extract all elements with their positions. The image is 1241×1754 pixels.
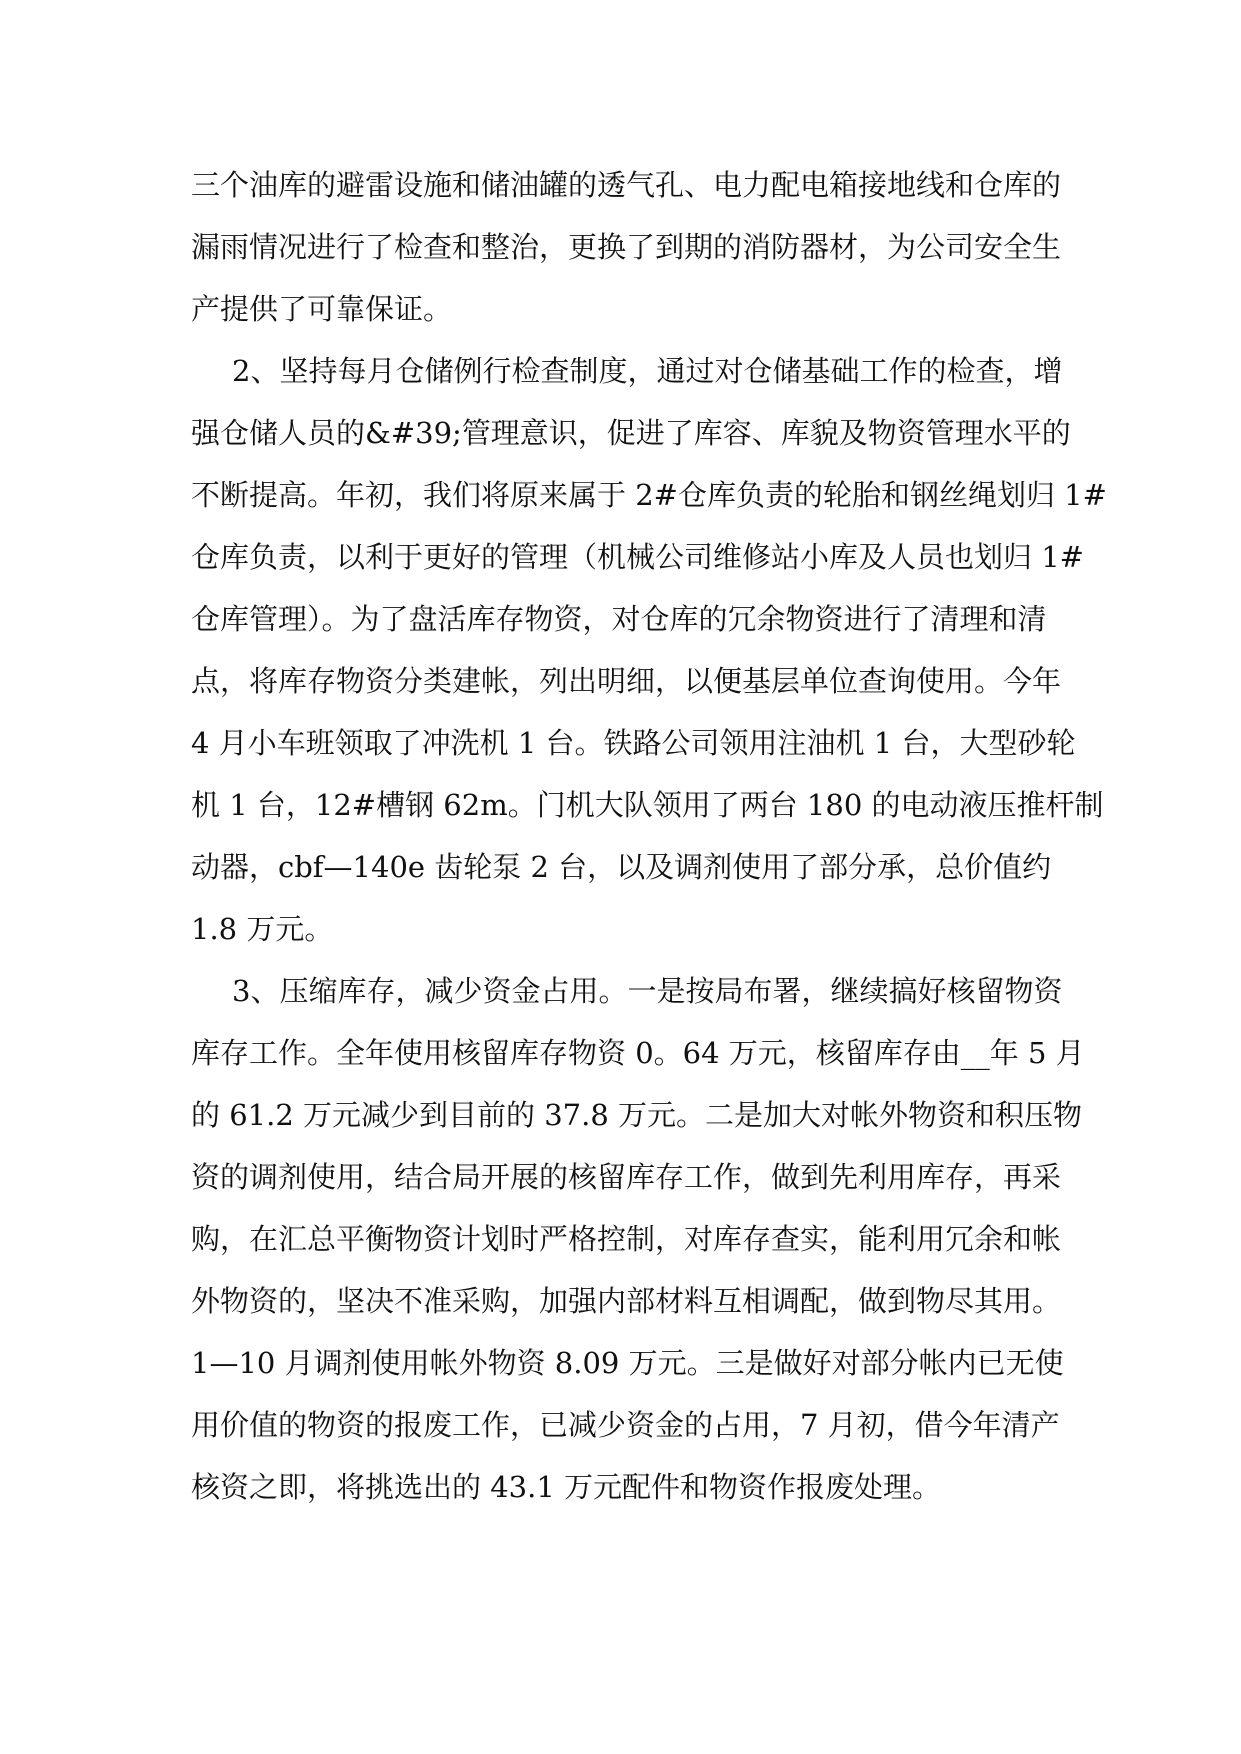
text-line: 强仓储人员的&#39;管理意识，促进了库容、库貌及物资管理水平的 (191, 416, 1071, 450)
text-line: 产提供了可靠保证。 (191, 292, 453, 326)
text-line: 不断提高。年初，我们将原来属于 2#仓库负责的轮胎和钢丝绳划归 1# (191, 478, 1107, 512)
text-line: 库存工作。全年使用核留库存物资 0。64 万元，核留库存由__年 5 月 (191, 1036, 1085, 1070)
text-line: 用价值的物资的报废工作，已减少资金的占用，7 月初，借今年清产 (191, 1408, 1060, 1442)
text-line: 购，在汇总平衡物资计划时严格控制，对库存查实，能利用冗余和帐 (191, 1222, 1062, 1256)
text-line: 4 月小车班领取了冲洗机 1 台。铁路公司领用注油机 1 台，大型砂轮 (191, 726, 1076, 760)
text-line: 漏雨情况进行了检查和整治，更换了到期的消防器材，为公司安全生 (191, 230, 1062, 264)
document-body (191, 154, 1107, 1518)
text-line: 外物资的，坚决不准采购，加强内部材料互相调配，做到物尽其用。 (191, 1284, 1062, 1318)
text-line: 三个油库的避雷设施和储油罐的透气孔、电力配电箱接地线和仓库的 (191, 168, 1062, 202)
text-line: 2、坚持每月仓储例行检查制度，通过对仓储基础工作的检查，增 (232, 354, 1063, 388)
text-line: 点，将库存物资分类建帐，列出明细，以便基层单位查询使用。今年 (191, 664, 1062, 698)
text-line: 的 61.2 万元减少到目前的 37.8 万元。二是加大对帐外物资和积压物 (191, 1098, 1083, 1132)
text-line: 核资之即，将挑选出的 43.1 万元配件和物资作报废处理。 (191, 1470, 942, 1504)
text-line: 机 1 台，12#槽钢 62m。门机大队领用了两台 180 的电动液压推杆制 (191, 788, 1104, 822)
text-line: 动器，cbf—140e 齿轮泵 2 台，以及调剂使用了部分承，总价值约 (191, 850, 1052, 884)
text-line: 1—10 月调剂使用帐外物资 8.09 万元。三是做好对部分帐内已无使 (191, 1346, 1064, 1380)
text-line: 仓库负责，以利于更好的管理（机械公司维修站小库及人员也划归 1# (191, 540, 1084, 574)
text-line: 3、压缩库存，减少资金占用。一是按局布署，继续搞好核留物资 (232, 974, 1063, 1008)
text-line: 1.8 万元。 (191, 912, 334, 946)
text-line: 仓库管理）。为了盘活库存物资，对仓库的冗余物资进行了清理和清 (191, 602, 1047, 636)
text-line: 资的调剂使用，结合局开展的核留库存工作，做到先利用库存，再采 (191, 1160, 1062, 1194)
